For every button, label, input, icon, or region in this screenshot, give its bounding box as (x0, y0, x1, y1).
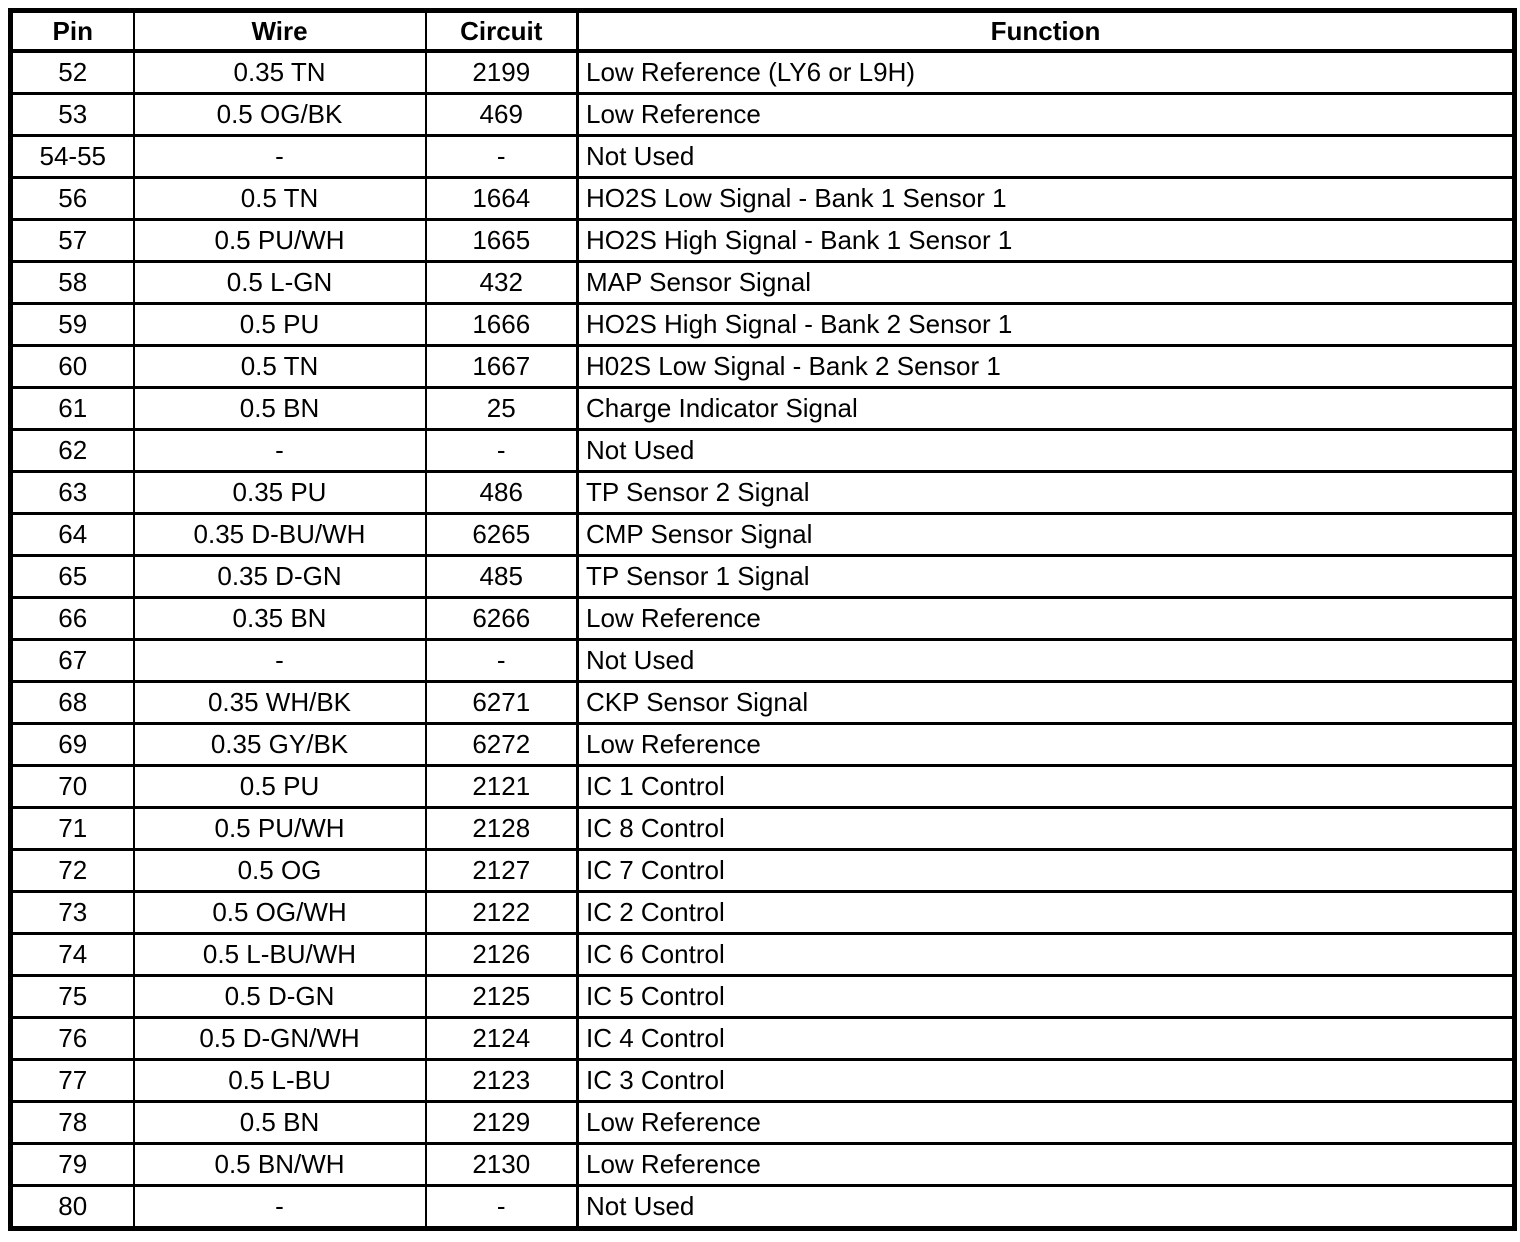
wire-cell: 0.5 TN (134, 178, 426, 220)
wire-cell: - (134, 430, 426, 472)
pin-cell: 66 (11, 598, 134, 640)
pin-cell: 63 (11, 472, 134, 514)
circuit-cell: 2124 (426, 1018, 578, 1060)
header-wire: Wire (134, 11, 426, 52)
function-cell: IC 3 Control (578, 1060, 1515, 1102)
circuit-cell: - (426, 430, 578, 472)
table-row (11, 346, 1515, 388)
table-row (11, 1144, 1515, 1186)
wire-cell: 0.5 PU (134, 304, 426, 346)
table-row (11, 1060, 1515, 1102)
table-row (11, 472, 1515, 514)
table-row (11, 178, 1515, 220)
pin-cell: 54-55 (11, 136, 134, 178)
circuit-cell: 469 (426, 94, 578, 136)
wire-cell: 0.5 PU/WH (134, 220, 426, 262)
function-cell: Low Reference (LY6 or L9H) (578, 51, 1515, 94)
circuit-cell: 2126 (426, 934, 578, 976)
wire-cell: 0.5 PU (134, 766, 426, 808)
table-row (11, 640, 1515, 682)
function-cell: HO2S High Signal - Bank 2 Sensor 1 (578, 304, 1515, 346)
pin-cell: 76 (11, 1018, 134, 1060)
wire-cell: 0.5 D-GN/WH (134, 1018, 426, 1060)
pin-cell: 70 (11, 766, 134, 808)
pin-cell: 53 (11, 94, 134, 136)
circuit-cell: 2121 (426, 766, 578, 808)
pin-cell: 67 (11, 640, 134, 682)
function-cell: H02S Low Signal - Bank 2 Sensor 1 (578, 346, 1515, 388)
pin-cell: 77 (11, 1060, 134, 1102)
pin-cell: 75 (11, 976, 134, 1018)
function-cell: Low Reference (578, 598, 1515, 640)
wire-cell: 0.5 L-GN (134, 262, 426, 304)
wire-cell: 0.35 PU (134, 472, 426, 514)
pin-cell: 69 (11, 724, 134, 766)
circuit-cell: 2127 (426, 850, 578, 892)
pin-cell: 78 (11, 1102, 134, 1144)
pin-cell: 80 (11, 1186, 134, 1229)
circuit-cell: - (426, 1186, 578, 1229)
table-row (11, 598, 1515, 640)
wire-cell: 0.5 PU/WH (134, 808, 426, 850)
circuit-cell: 2129 (426, 1102, 578, 1144)
table-row (11, 94, 1515, 136)
table-row (11, 1018, 1515, 1060)
circuit-cell: 6265 (426, 514, 578, 556)
wire-cell: 0.5 L-BU/WH (134, 934, 426, 976)
circuit-cell: 1665 (426, 220, 578, 262)
header-row (11, 11, 1515, 52)
pin-cell: 52 (11, 51, 134, 94)
table-row (11, 51, 1515, 94)
circuit-cell: 2199 (426, 51, 578, 94)
function-cell: IC 7 Control (578, 850, 1515, 892)
function-cell: IC 6 Control (578, 934, 1515, 976)
circuit-cell: 1667 (426, 346, 578, 388)
circuit-cell: 25 (426, 388, 578, 430)
circuit-cell: 432 (426, 262, 578, 304)
wire-cell: - (134, 1186, 426, 1229)
pin-cell: 71 (11, 808, 134, 850)
wire-cell: - (134, 640, 426, 682)
function-cell: HO2S Low Signal - Bank 1 Sensor 1 (578, 178, 1515, 220)
pin-cell: 64 (11, 514, 134, 556)
wire-cell: 0.35 D-GN (134, 556, 426, 598)
pin-cell: 73 (11, 892, 134, 934)
header-circuit: Circuit (426, 11, 578, 52)
wire-cell: 0.5 D-GN (134, 976, 426, 1018)
wire-cell: 0.35 WH/BK (134, 682, 426, 724)
header-function: Function (578, 11, 1515, 52)
circuit-cell: 2125 (426, 976, 578, 1018)
circuit-cell: 1664 (426, 178, 578, 220)
wire-cell: 0.5 OG (134, 850, 426, 892)
circuit-cell: - (426, 136, 578, 178)
table-row (11, 430, 1515, 472)
pin-cell: 61 (11, 388, 134, 430)
table-row (11, 304, 1515, 346)
table-row (11, 388, 1515, 430)
pin-cell: 58 (11, 262, 134, 304)
table-row (11, 136, 1515, 178)
pin-cell: 56 (11, 178, 134, 220)
circuit-cell: 6271 (426, 682, 578, 724)
function-cell: Low Reference (578, 94, 1515, 136)
function-cell: IC 5 Control (578, 976, 1515, 1018)
pin-cell: 60 (11, 346, 134, 388)
table-row (11, 1186, 1515, 1229)
function-cell: Not Used (578, 430, 1515, 472)
table-row (11, 976, 1515, 1018)
pin-cell: 74 (11, 934, 134, 976)
wire-cell: 0.5 L-BU (134, 1060, 426, 1102)
function-cell: Charge Indicator Signal (578, 388, 1515, 430)
wire-cell: 0.5 BN/WH (134, 1144, 426, 1186)
circuit-cell: 6266 (426, 598, 578, 640)
function-cell: IC 4 Control (578, 1018, 1515, 1060)
function-cell: Not Used (578, 136, 1515, 178)
function-cell: Low Reference (578, 1144, 1515, 1186)
wire-cell: 0.5 BN (134, 1102, 426, 1144)
circuit-cell: 2123 (426, 1060, 578, 1102)
function-cell: Low Reference (578, 724, 1515, 766)
function-cell: Low Reference (578, 1102, 1515, 1144)
table-row (11, 556, 1515, 598)
wire-cell: 0.35 D-BU/WH (134, 514, 426, 556)
table-row (11, 514, 1515, 556)
function-cell: CKP Sensor Signal (578, 682, 1515, 724)
wire-cell: 0.5 TN (134, 346, 426, 388)
table-row (11, 850, 1515, 892)
wire-cell: 0.35 TN (134, 51, 426, 94)
circuit-cell: 1666 (426, 304, 578, 346)
wire-cell: 0.5 BN (134, 388, 426, 430)
function-cell: MAP Sensor Signal (578, 262, 1515, 304)
table-row (11, 262, 1515, 304)
wire-cell: 0.35 GY/BK (134, 724, 426, 766)
circuit-cell: 6272 (426, 724, 578, 766)
function-cell: TP Sensor 2 Signal (578, 472, 1515, 514)
function-cell: Not Used (578, 1186, 1515, 1229)
function-cell: IC 2 Control (578, 892, 1515, 934)
circuit-cell: 486 (426, 472, 578, 514)
connector-pinout-table (8, 8, 1517, 1231)
pin-cell: 65 (11, 556, 134, 598)
table-row (11, 934, 1515, 976)
function-cell: CMP Sensor Signal (578, 514, 1515, 556)
pin-cell: 62 (11, 430, 134, 472)
pin-cell: 59 (11, 304, 134, 346)
table-row (11, 1102, 1515, 1144)
function-cell: IC 1 Control (578, 766, 1515, 808)
wire-cell: 0.35 BN (134, 598, 426, 640)
table-row (11, 808, 1515, 850)
function-cell: Not Used (578, 640, 1515, 682)
wire-cell: 0.5 OG/BK (134, 94, 426, 136)
pin-cell: 57 (11, 220, 134, 262)
header-pin: Pin (11, 11, 134, 52)
wire-cell: - (134, 136, 426, 178)
pin-cell: 72 (11, 850, 134, 892)
table-row (11, 724, 1515, 766)
circuit-cell: - (426, 640, 578, 682)
table-row (11, 892, 1515, 934)
circuit-cell: 2128 (426, 808, 578, 850)
circuit-cell: 485 (426, 556, 578, 598)
pin-cell: 68 (11, 682, 134, 724)
table-row (11, 220, 1515, 262)
table-row (11, 682, 1515, 724)
circuit-cell: 2122 (426, 892, 578, 934)
pinout-table-body (11, 51, 1515, 1229)
wire-cell: 0.5 OG/WH (134, 892, 426, 934)
circuit-cell: 2130 (426, 1144, 578, 1186)
function-cell: IC 8 Control (578, 808, 1515, 850)
pin-cell: 79 (11, 1144, 134, 1186)
table-row (11, 766, 1515, 808)
function-cell: HO2S High Signal - Bank 1 Sensor 1 (578, 220, 1515, 262)
function-cell: TP Sensor 1 Signal (578, 556, 1515, 598)
